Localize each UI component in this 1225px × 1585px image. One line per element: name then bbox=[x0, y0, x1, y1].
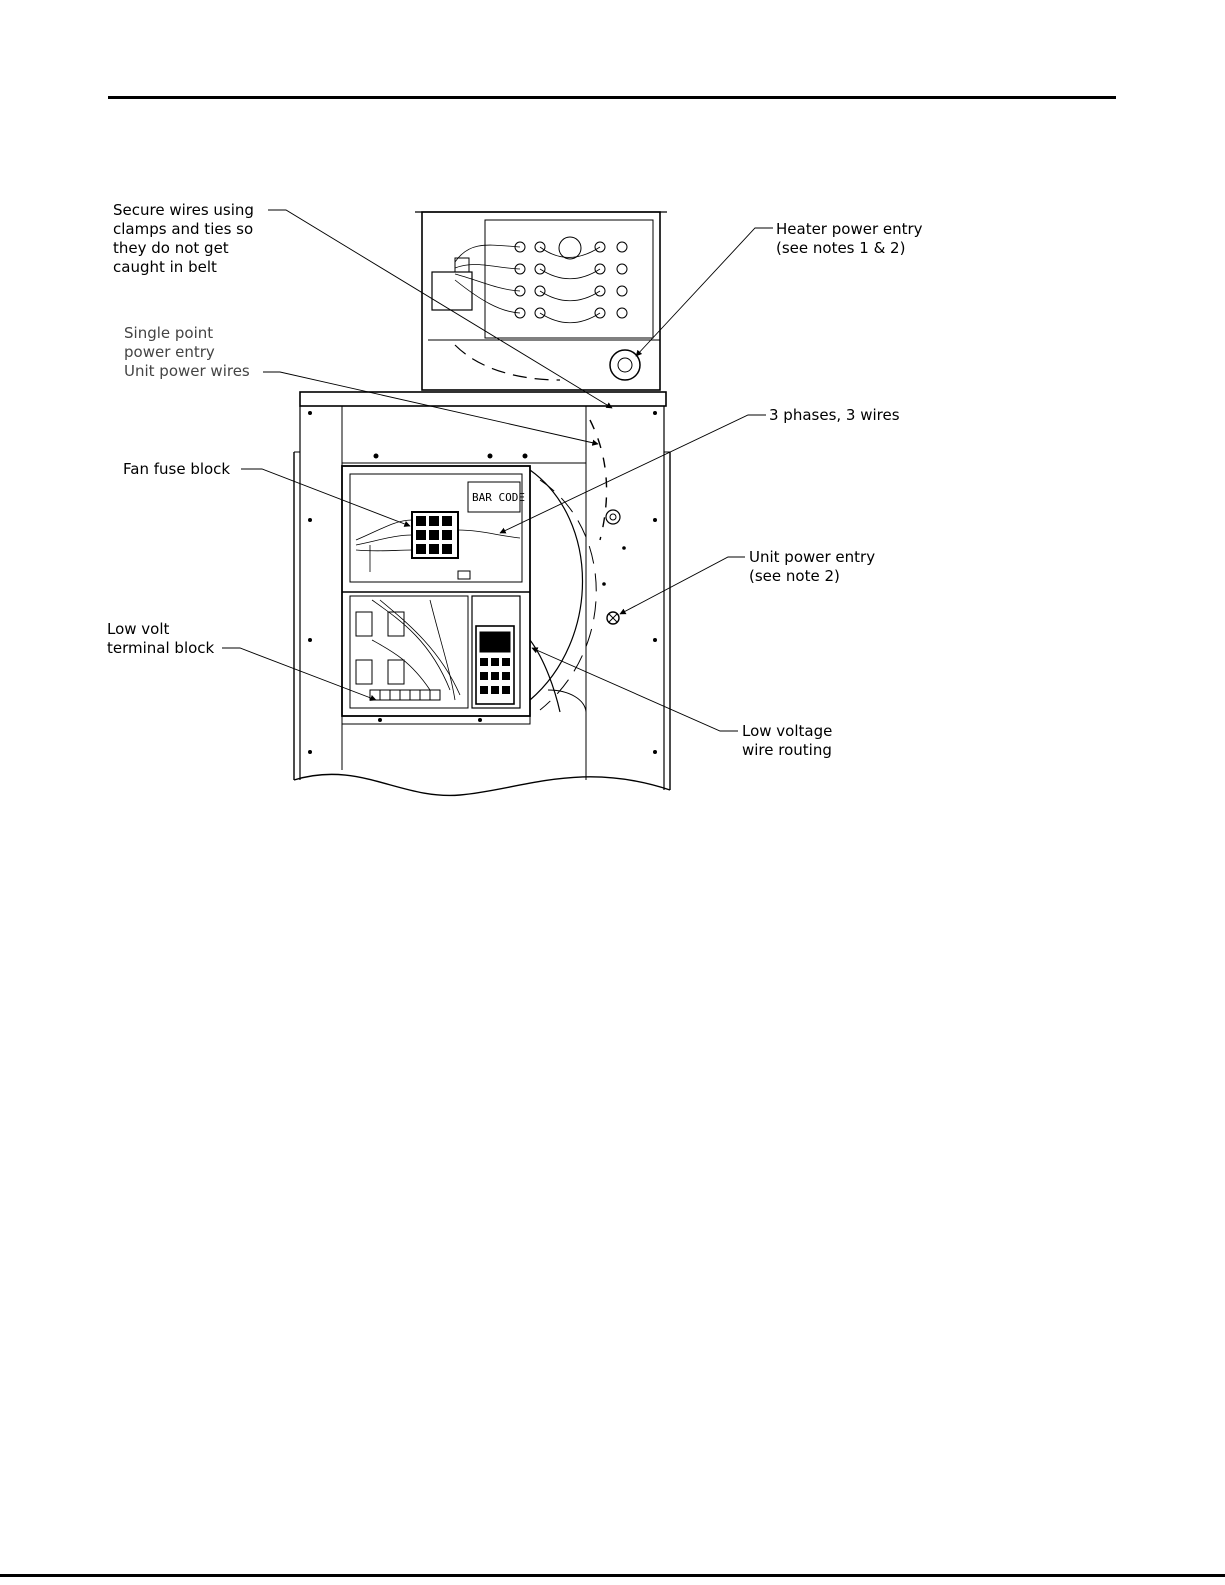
leader-lines bbox=[222, 210, 773, 731]
callout-fan-fuse-block: Fan fuse block bbox=[123, 460, 231, 478]
callout-unit-power-entry: Unit power entry (see note 2) bbox=[749, 548, 876, 585]
footer-rule bbox=[0, 1574, 1225, 1577]
control-box bbox=[342, 466, 586, 724]
callout-secure-wires: Secure wires using clamps and ties so they do not get caught in belt bbox=[113, 201, 254, 276]
cabinet bbox=[294, 392, 670, 795]
callout-heater-power-entry: Heater power entry (see notes 1 & 2) bbox=[776, 220, 923, 257]
callout-low-volt-terminal: Low volt terminal block bbox=[107, 620, 215, 657]
bar-code-label: BAR CODE bbox=[472, 491, 525, 504]
callout-single-point-power: Single point power entry Unit power wires bbox=[124, 324, 250, 380]
heater-box bbox=[415, 212, 667, 390]
callout-three-phases: 3 phases, 3 wires bbox=[769, 406, 900, 424]
callout-low-voltage-routing: Low voltage wire routing bbox=[742, 722, 833, 759]
